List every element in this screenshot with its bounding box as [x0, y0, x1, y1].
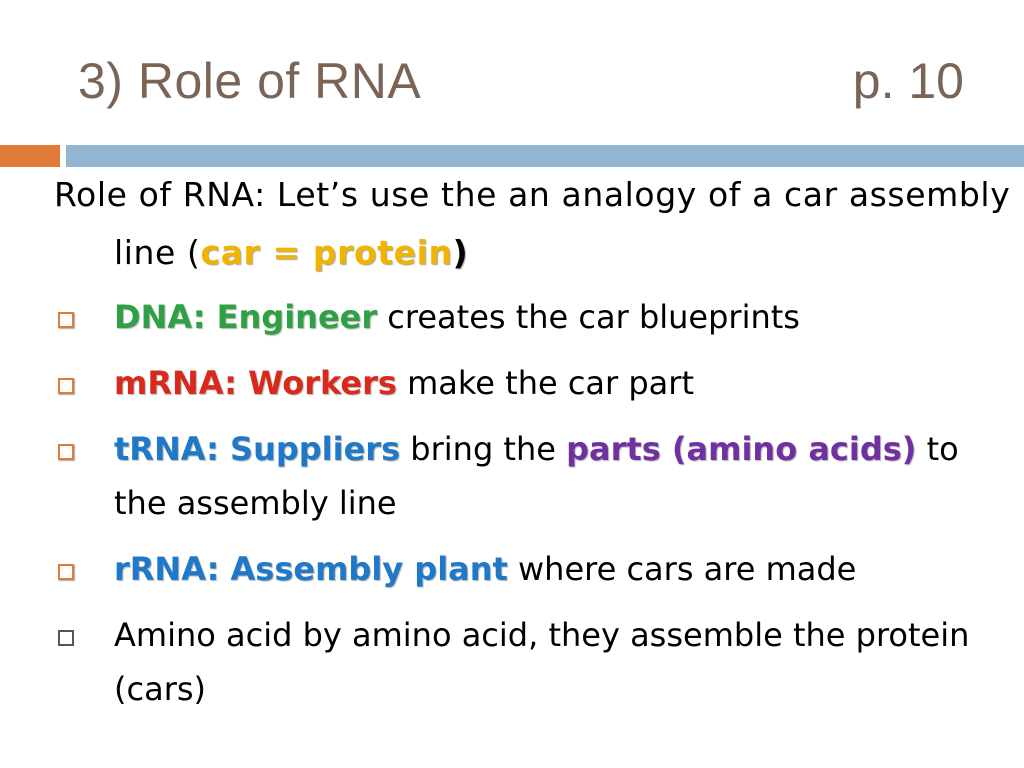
bullet-keyword: rRNA: Assembly plant [114, 550, 508, 588]
accent-bar-orange [0, 145, 60, 167]
intro-text: Role of RNA: Let’s use the an analogy of a car assembly line ( [54, 175, 1011, 272]
bullet-keyword: mRNA: Workers [114, 364, 397, 402]
list-item [54, 356, 994, 410]
bullet-list [54, 290, 994, 728]
list-item [54, 422, 994, 530]
square-bullet-icon [58, 378, 74, 394]
bullet-text: to the assembly line [114, 430, 959, 522]
page-reference: p. 10 [852, 53, 964, 109]
intro-paragraph [54, 166, 1024, 282]
bullet-keyword-secondary: parts (amino acids) [566, 430, 917, 468]
square-bullet-icon [58, 312, 74, 328]
list-item [54, 542, 994, 596]
bullet-keyword: tRNA: Suppliers [114, 430, 401, 468]
intro-text-end: ) [452, 233, 469, 272]
square-bullet-icon [58, 444, 74, 460]
intro-highlight: car = protein [200, 233, 453, 272]
slide-title: 3) Role of RNA [78, 53, 422, 109]
list-item [54, 608, 994, 716]
bullet-keyword: DNA: Engineer [114, 298, 378, 336]
bullet-text: make the car part [396, 364, 694, 402]
bullet-text: bring the [400, 430, 567, 468]
bullet-text: creates the car blueprints [377, 298, 800, 336]
bullet-text: Amino acid by amino acid, they assemble the protein (cars) [114, 616, 970, 708]
square-bullet-icon [58, 564, 74, 580]
square-bullet-icon [58, 630, 74, 646]
list-item [54, 290, 994, 344]
bullet-text: where cars are made [507, 550, 857, 588]
accent-bar-blue [66, 145, 1024, 167]
